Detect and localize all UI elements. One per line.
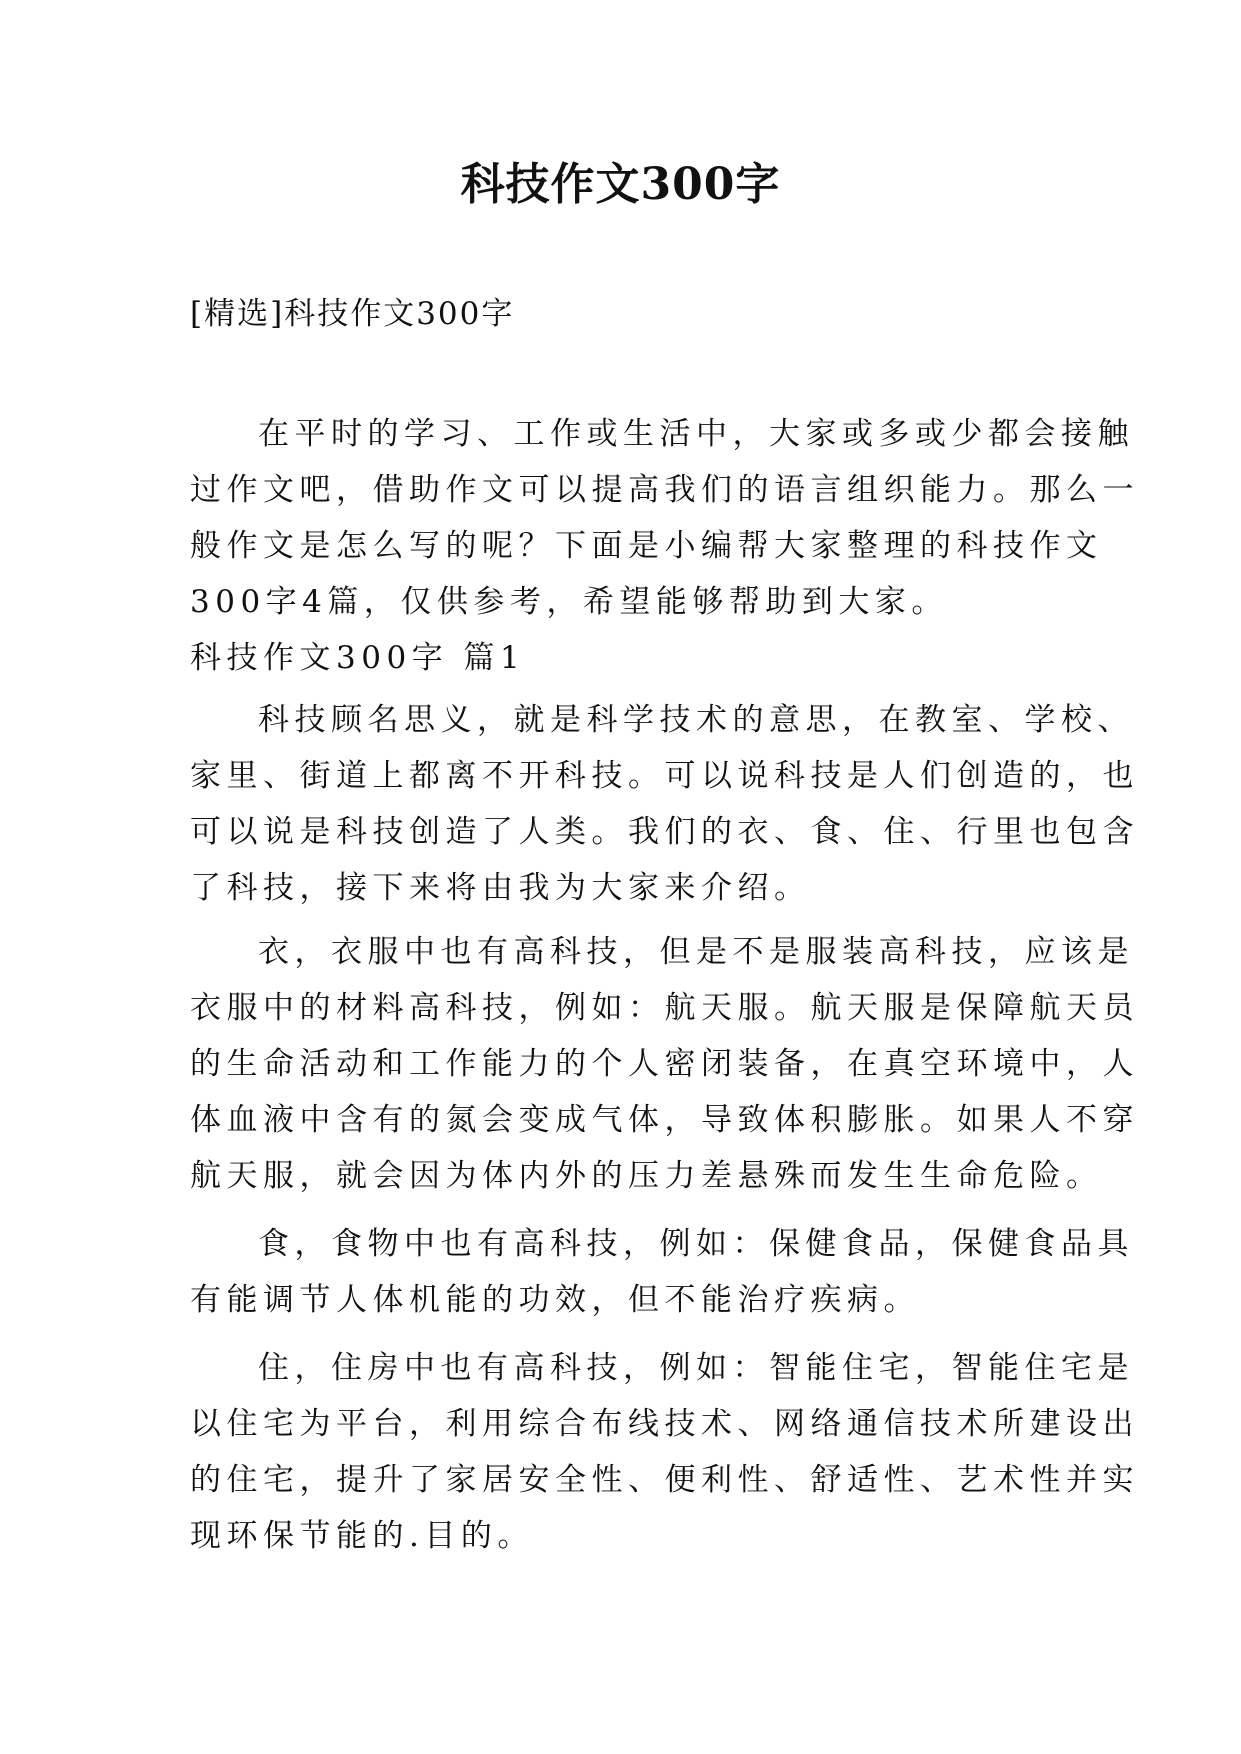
paragraph-line: 300字4篇，仅供参考，希望能够帮助到大家。 bbox=[190, 584, 948, 620]
paragraph-line: 衣，衣服中也有高科技，但是不是服装高科技，应该是 bbox=[258, 934, 1134, 970]
paragraph-line: 的住宅，提升了家居安全性、便利性、舒适性、艺术性并实 bbox=[190, 1462, 1139, 1498]
paragraph-line: 住，住房中也有高科技，例如：智能住宅，智能住宅是 bbox=[258, 1350, 1134, 1386]
document-subtitle: [精选]科技作文300字 bbox=[190, 296, 515, 332]
paragraph-line: 食，食物中也有高科技，例如：保健食品，保健食品具 bbox=[258, 1226, 1134, 1262]
paragraph-line: 体血液中含有的氮会变成气体，导致体积膨胀。如果人不穿 bbox=[190, 1102, 1139, 1138]
paragraph-line: 可以说是科技创造了人类。我们的衣、食、住、行里也包含 bbox=[190, 814, 1139, 850]
paragraph-line: 过作文吧，借助作文可以提高我们的语言组织能力。那么一 bbox=[190, 472, 1139, 508]
paragraph-line: 般作文是怎么写的呢？下面是小编帮大家整理的科技作文 bbox=[190, 528, 1103, 564]
paragraph-line: 家里、街道上都离不开科技。可以说科技是人们创造的，也 bbox=[190, 758, 1139, 794]
paragraph-line: 的生命活动和工作能力的个人密闭装备，在真空环境中，人 bbox=[190, 1046, 1139, 1082]
paragraph-line: 在平时的学习、工作或生活中，大家或多或少都会接触 bbox=[258, 416, 1134, 452]
section-heading: 科技作文300字 篇1 bbox=[190, 640, 526, 676]
paragraph-line: 有能调节人体机能的功效，但不能治疗疾病。 bbox=[190, 1282, 920, 1318]
paragraph-line: 科技顾名思义，就是科学技术的意思，在教室、学校、 bbox=[258, 702, 1134, 738]
paragraph-line: 了科技，接下来将由我为大家来介绍。 bbox=[190, 870, 811, 906]
document-title: 科技作文300字 bbox=[460, 159, 781, 210]
paragraph-line: 航天服，就会因为体内外的压力差悬殊而发生生命危险。 bbox=[190, 1158, 1103, 1194]
paragraph-line: 现环保节能的.目的。 bbox=[190, 1518, 534, 1554]
paragraph-line: 以住宅为平台，利用综合布线技术、网络通信技术所建设出 bbox=[190, 1406, 1139, 1442]
paragraph-line: 衣服中的材料高科技，例如：航天服。航天服是保障航天员 bbox=[190, 990, 1139, 1026]
